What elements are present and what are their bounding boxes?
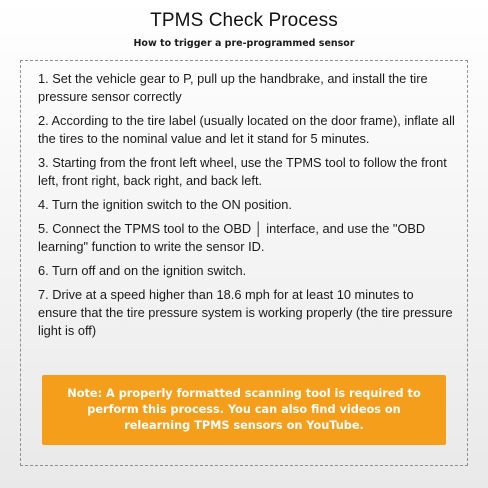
step-7: 7. Drive at a speed higher than 18.6 mph for at least 10 minutes to ensure that the tire pressure system is working properly (the tire pressure light is off) — [38, 287, 453, 338]
note-text: Note: A properly formatted scanning tool is required to perform this process. You can also find videos on relearning TPMS sensors on YouTube. — [67, 387, 421, 432]
step-2: 2. According to the tire label (usually located on the door frame), inflate all the tires to the nominal value and let it stand for 5 minutes. — [38, 113, 455, 146]
step-5: 5. Connect the TPMS tool to the OBD │ interface, and use the "OBD learning" function to write the sensor ID. — [38, 221, 426, 254]
note-banner — [42, 375, 446, 445]
step-3: 3. Starting from the front left wheel, use the TPMS tool to follow the front left, front right, back right, and back left. — [38, 155, 447, 188]
step-1: 1. Set the vehicle gear to P, pull up the handbrake, and install the tire pressure sensor correctly — [38, 71, 428, 104]
step-6: 6. Turn off and on the ignition switch. — [38, 263, 247, 278]
page-title: TPMS Check Process — [150, 10, 338, 31]
page-subtitle: How to trigger a pre-programmed sensor — [133, 38, 355, 49]
step-4: 4. Turn the ignition switch to the ON position. — [38, 197, 292, 212]
header — [0, 10, 488, 50]
steps-list — [38, 70, 456, 346]
